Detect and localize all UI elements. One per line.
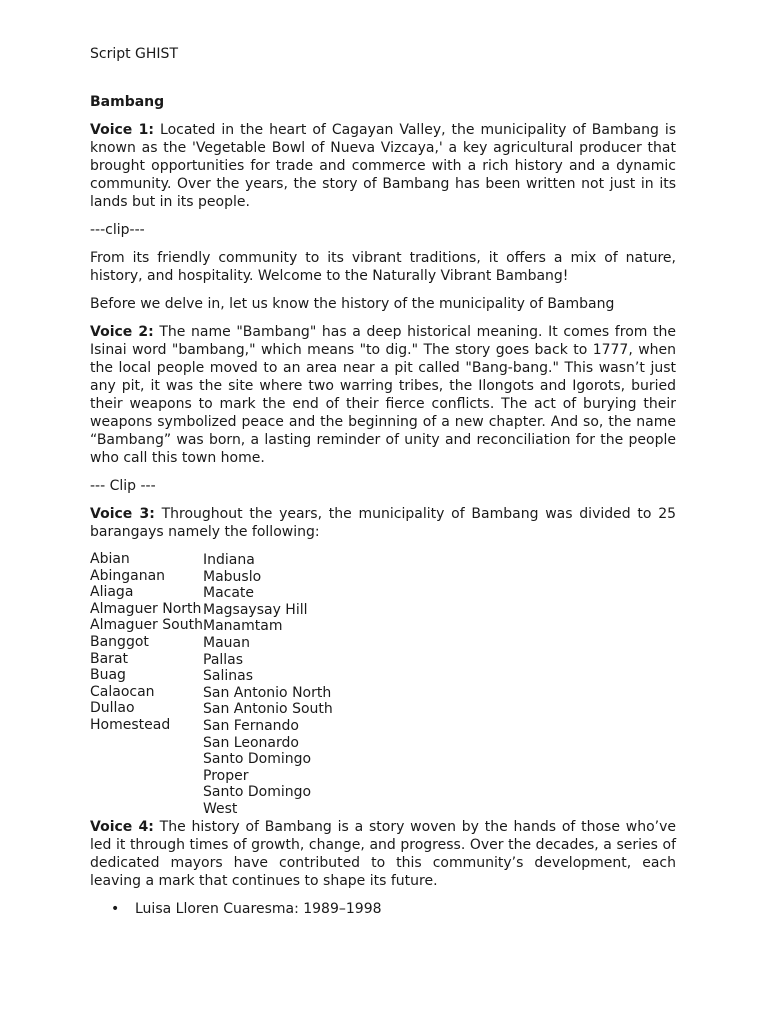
voice-1-paragraph	[90, 121, 676, 211]
barangay-item: Santo Domingo	[203, 784, 312, 801]
barangay-item: Banggot	[90, 633, 149, 650]
barangay-column-left	[90, 551, 203, 818]
barangay-item: San Antonio South	[203, 701, 333, 718]
barangay-item: Buag	[90, 667, 126, 684]
barangay-item: Salinas	[203, 668, 253, 685]
voice-2-text: The name "Bambang" has a deep historical meaning. It comes from the Isinai word "bambang," which means "to dig." The story goes back to 1777, when the local people moved to an area near a pit called "Bang-bang." This wasn’t just any pit, it was the site where two warring tribes, the Ilongots and Igorots, buried their weapons to mark the end of their fierce conflicts. The act of burying their weapons symbolized peace and the beginning of a new chapter. And so, the name “Bambang” was born, a lasting reminder of unity and reconciliation for the people who call this town home.	[90, 324, 677, 466]
voice-4-paragraph	[90, 818, 676, 890]
barangay-item: Mabuslo	[203, 568, 262, 585]
barangay-item: Barat	[90, 650, 129, 667]
document-title: Bambang	[90, 94, 165, 110]
intro-paragraph-2: Before we delve in, let us know the history of the municipality of Bambang	[90, 296, 615, 312]
barangay-item: San Antonio North	[203, 684, 332, 701]
clip-marker-1: ---clip---	[90, 222, 145, 238]
barangay-item: Aliaga	[90, 584, 134, 601]
bullet-icon: •	[111, 900, 120, 917]
barangay-list	[90, 551, 676, 818]
mayor-list	[90, 900, 676, 918]
clip-marker-2: --- Clip ---	[90, 478, 156, 494]
barangay-item: Almaguer South	[90, 617, 203, 634]
voice-2-paragraph	[90, 323, 676, 467]
barangay-item: Proper	[203, 767, 249, 784]
barangay-item: Abinganan	[90, 567, 166, 584]
barangay-item: Macate	[203, 585, 255, 602]
voice-4-label: Voice 4:	[90, 818, 154, 835]
barangay-item: Almaguer North	[90, 600, 202, 617]
barangay-item: San Leonardo	[203, 734, 299, 751]
voice-3-label: Voice 3:	[90, 506, 155, 522]
barangay-item: Mauan	[203, 634, 250, 651]
barangay-column-right	[203, 551, 503, 818]
barangay-item: Homestead	[90, 716, 171, 733]
document-page	[90, 44, 676, 918]
intro-paragraph-1: From its friendly community to its vibrant traditions, it offers a mix of nature, history, and hospitality. Welcome to the Naturally Vibrant Bambang!	[90, 250, 676, 284]
voice-3-paragraph	[90, 505, 676, 541]
barangay-item: Manamtam	[203, 618, 283, 635]
barangay-item: San Fernando	[203, 717, 299, 734]
voice-3-text: Throughout the years, the municipality of Bambang was divided to 25 barangays namely the following:	[90, 506, 677, 540]
mayor-list-item	[90, 900, 676, 918]
barangay-item: Indiana	[203, 552, 255, 568]
voice-4-text: The history of Bambang is a story woven by the hands of those who’ve led it through times of growth, change, and progress. Over the decades, a series of dedicated mayors have contributed to this community’s development, each leaving a mark that continues to shape its future.	[90, 818, 677, 889]
voice-1-label: Voice 1:	[90, 122, 155, 138]
document-header: Script GHIST	[90, 46, 178, 62]
mayor-entry-text: Luisa Lloren Cuaresma: 1989–1998	[135, 900, 382, 917]
barangay-item: Calaocan	[90, 683, 155, 700]
voice-2-label: Voice 2:	[90, 324, 154, 340]
barangay-item: Magsaysay Hill	[203, 601, 308, 618]
barangay-item: Santo Domingo	[203, 751, 312, 768]
barangay-item: West	[203, 800, 238, 817]
barangay-item: Pallas	[203, 651, 244, 668]
barangay-item: Abian	[90, 551, 130, 567]
barangay-item: Dullao	[90, 700, 135, 717]
voice-1-text: Located in the heart of Cagayan Valley, the municipality of Bambang is known as the 'Vegetable Bowl of Nueva Vizcaya,' a key agricultural producer that brought opportunities for trade and commerce with a rich history and a dynamic community. Over the years, the story of Bambang has been written not just in its lands but in its people.	[90, 122, 677, 210]
